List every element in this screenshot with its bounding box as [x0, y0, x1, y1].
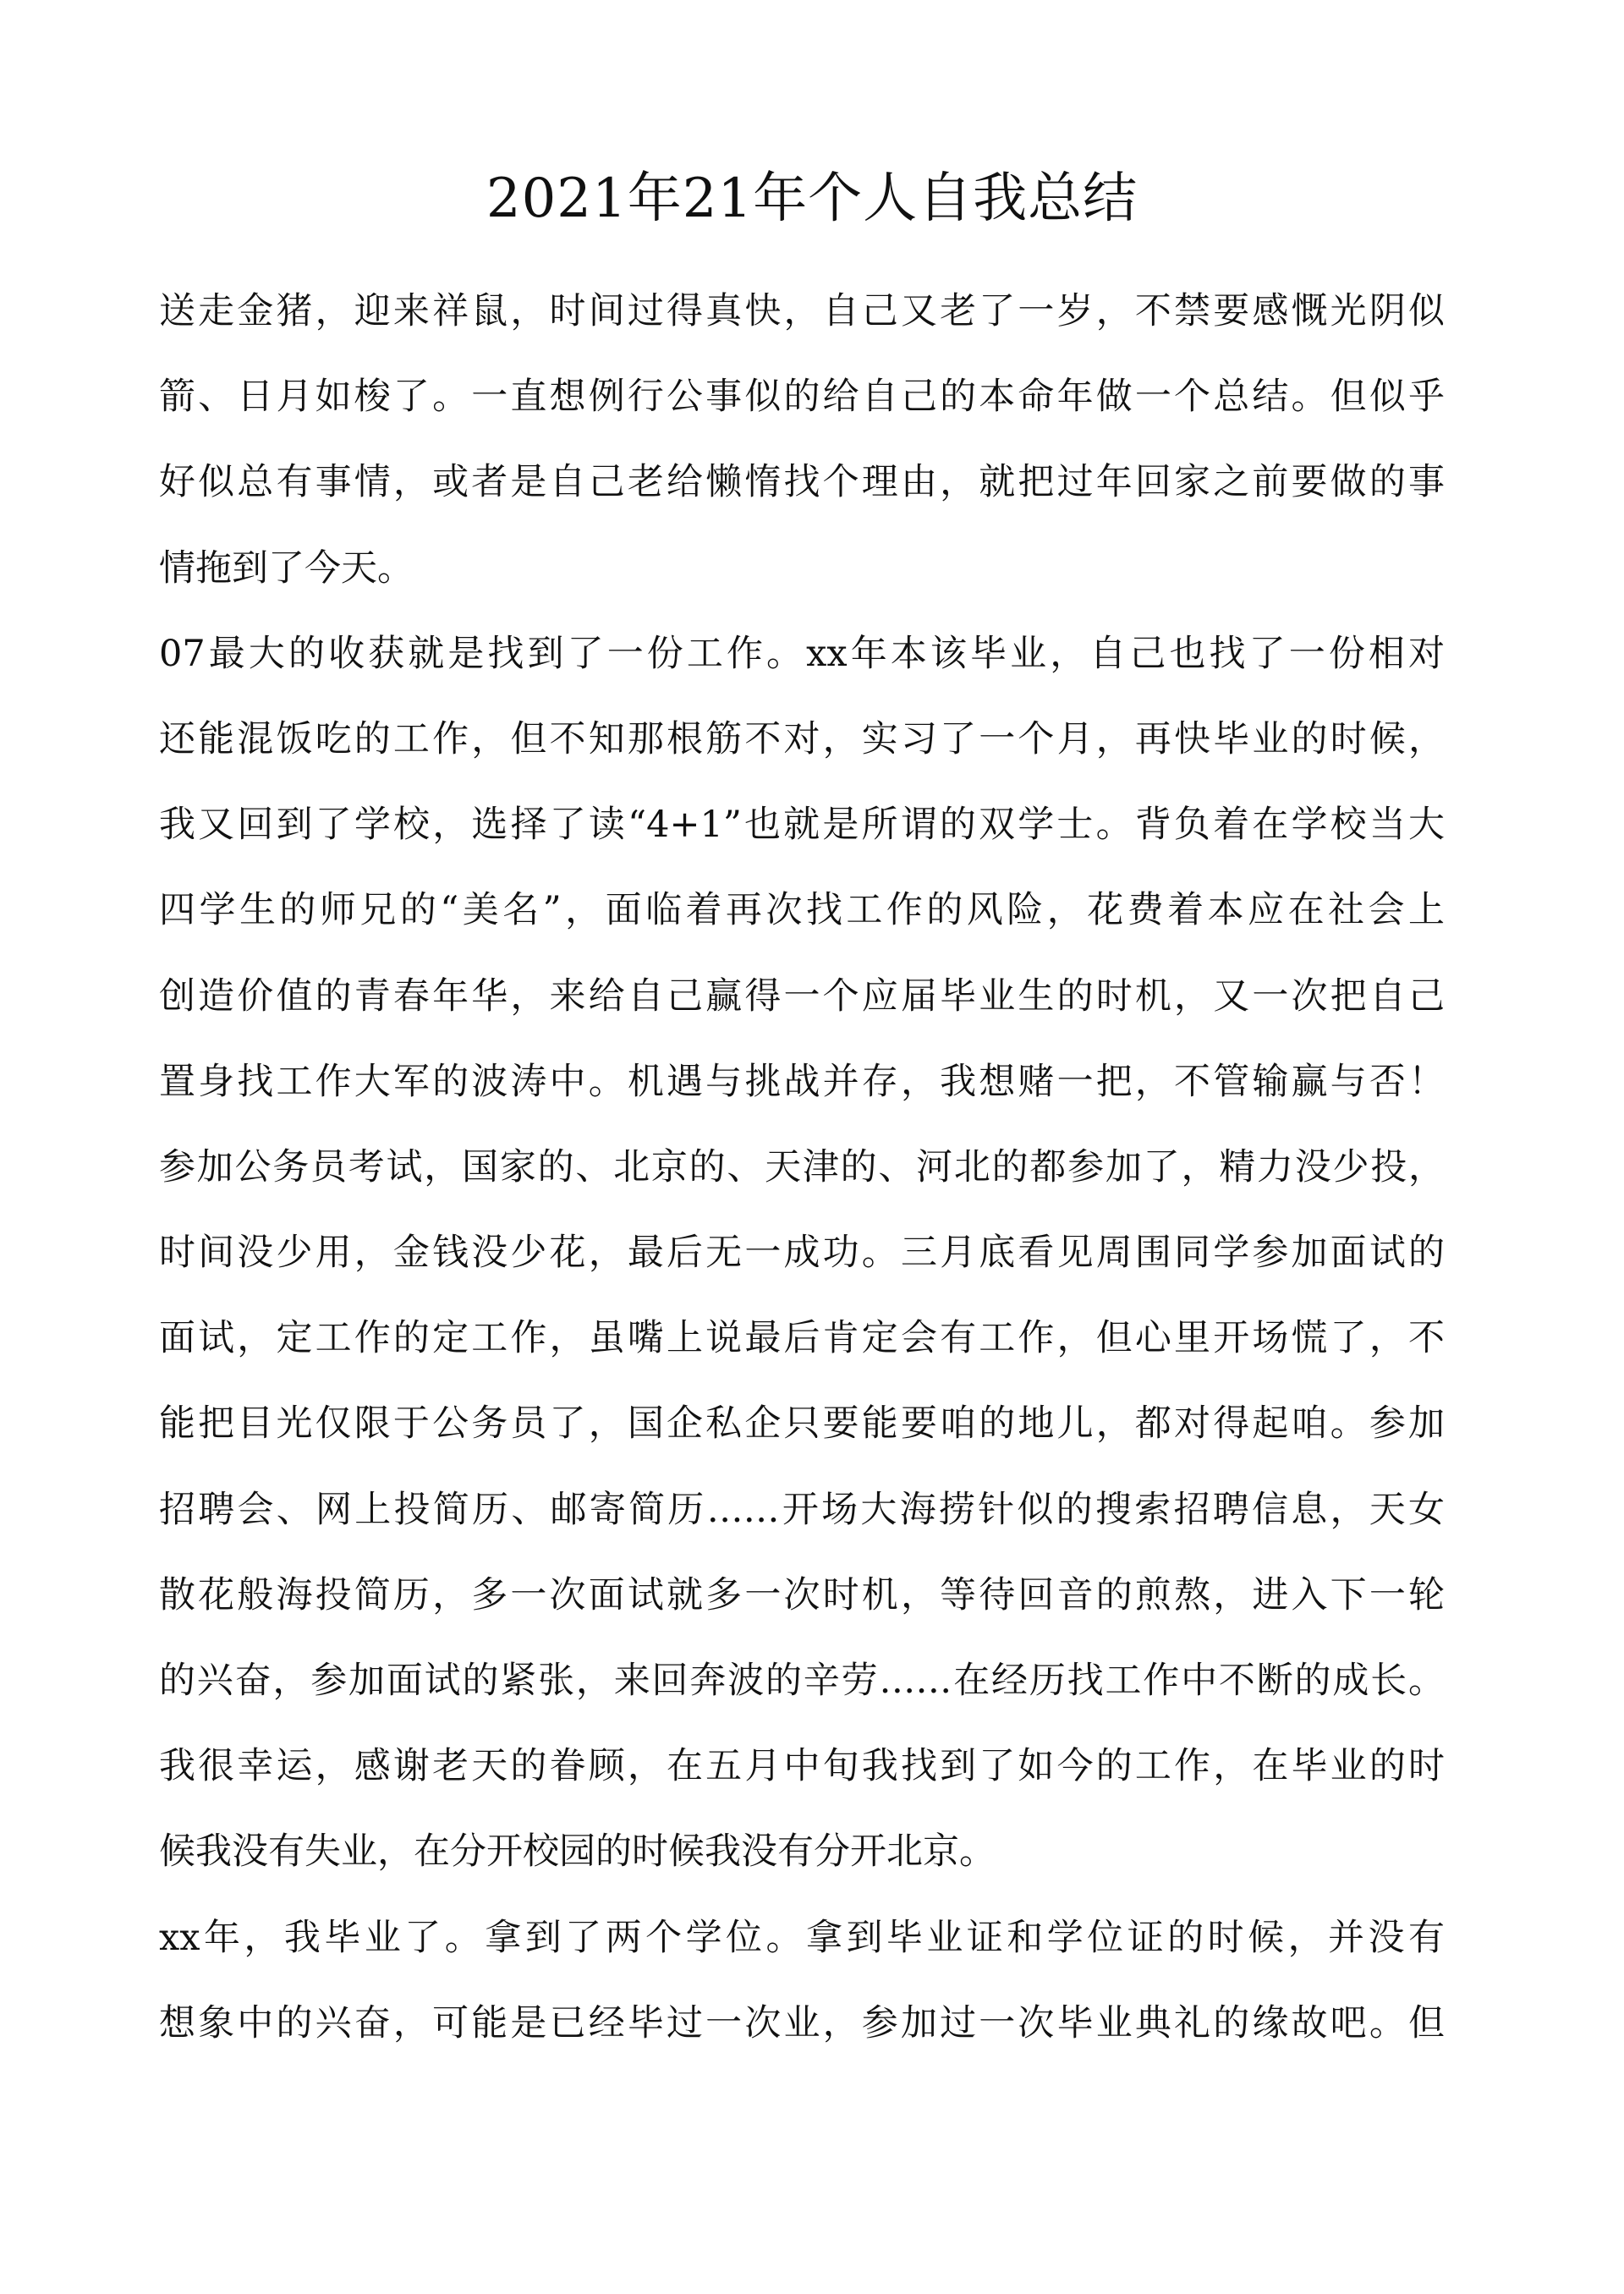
text-line: 能把目光仅限于公务员了，国企私企只要能要咱的地儿，都对得起咱。参加	[159, 1402, 1445, 1446]
text-line: 面试，定工作的定工作，虽嘴上说最后肯定会有工作，但心里开场慌了，不	[159, 1317, 1445, 1360]
text-line: 候我没有失业，在分开校园的时候我没有分开北京。	[159, 1830, 996, 1874]
text-line: 我又回到了学校，选择了读“4+1”也就是所谓的双学士。背负着在学校当大	[159, 804, 1445, 847]
text-line: 参加公务员考试，国家的、北京的、天津的、河北的都参加了，精力没少投，	[159, 1145, 1445, 1188]
text-line: 的兴奋，参加面试的紧张，来回奔波的辛劳……在经历找工作中不断的成长。	[159, 1660, 1445, 1702]
document-body	[159, 269, 1445, 2066]
text-line: 还能混饭吃的工作，但不知那根筋不对，实习了一个月，再快毕业的时候，	[159, 717, 1445, 760]
text-line: 我很幸运，感谢老天的眷顾，在五月中旬我找到了如今的工作，在毕业的时	[159, 1745, 1445, 1788]
text-line: 情拖到了今天。	[159, 546, 414, 590]
text-line: 创造价值的青春年华，来给自己赢得一个应届毕业生的时机，又一次把自己	[159, 974, 1445, 1018]
document-title: 2021年21年个人自我总结	[486, 167, 1138, 230]
text-line: 07最大的收获就是找到了一份工作。xx年本该毕业，自己也找了一份相对	[159, 632, 1445, 675]
text-line: 好似总有事情，或者是自己老给懒惰找个理由，就把过年回家之前要做的事	[159, 461, 1445, 504]
text-line: 置身找工作大军的波涛中。机遇与挑战并存，我想赌一把，不管输赢与否！	[159, 1060, 1445, 1103]
text-line: 想象中的兴奋，可能是已经毕过一次业，参加过一次毕业典礼的缘故吧。但	[159, 2001, 1445, 2044]
text-line: 时间没少用，金钱没少花，最后无一成功。三月底看见周围同学参加面试的	[159, 1232, 1445, 1275]
text-line: 送走金猪，迎来祥鼠，时间过得真快，自己又老了一岁，不禁要感慨光阴似	[159, 290, 1445, 332]
text-line: xx年，我毕业了。拿到了两个学位。拿到毕业证和学位证的时候，并没有	[159, 1916, 1445, 1959]
text-line: 招聘会、网上投简历、邮寄简历……开场大海捞针似的搜索招聘信息，天女	[159, 1488, 1445, 1531]
text-line: 箭、日月如梭了。一直想例行公事似的给自己的本命年做一个总结。但似乎	[159, 376, 1445, 419]
text-line: 四学生的师兄的“美名”，面临着再次找工作的风险，花费着本应在社会上	[159, 889, 1445, 932]
text-line: 散花般海投简历，多一次面试就多一次时机，等待回音的煎熬，进入下一轮	[159, 1573, 1445, 1616]
